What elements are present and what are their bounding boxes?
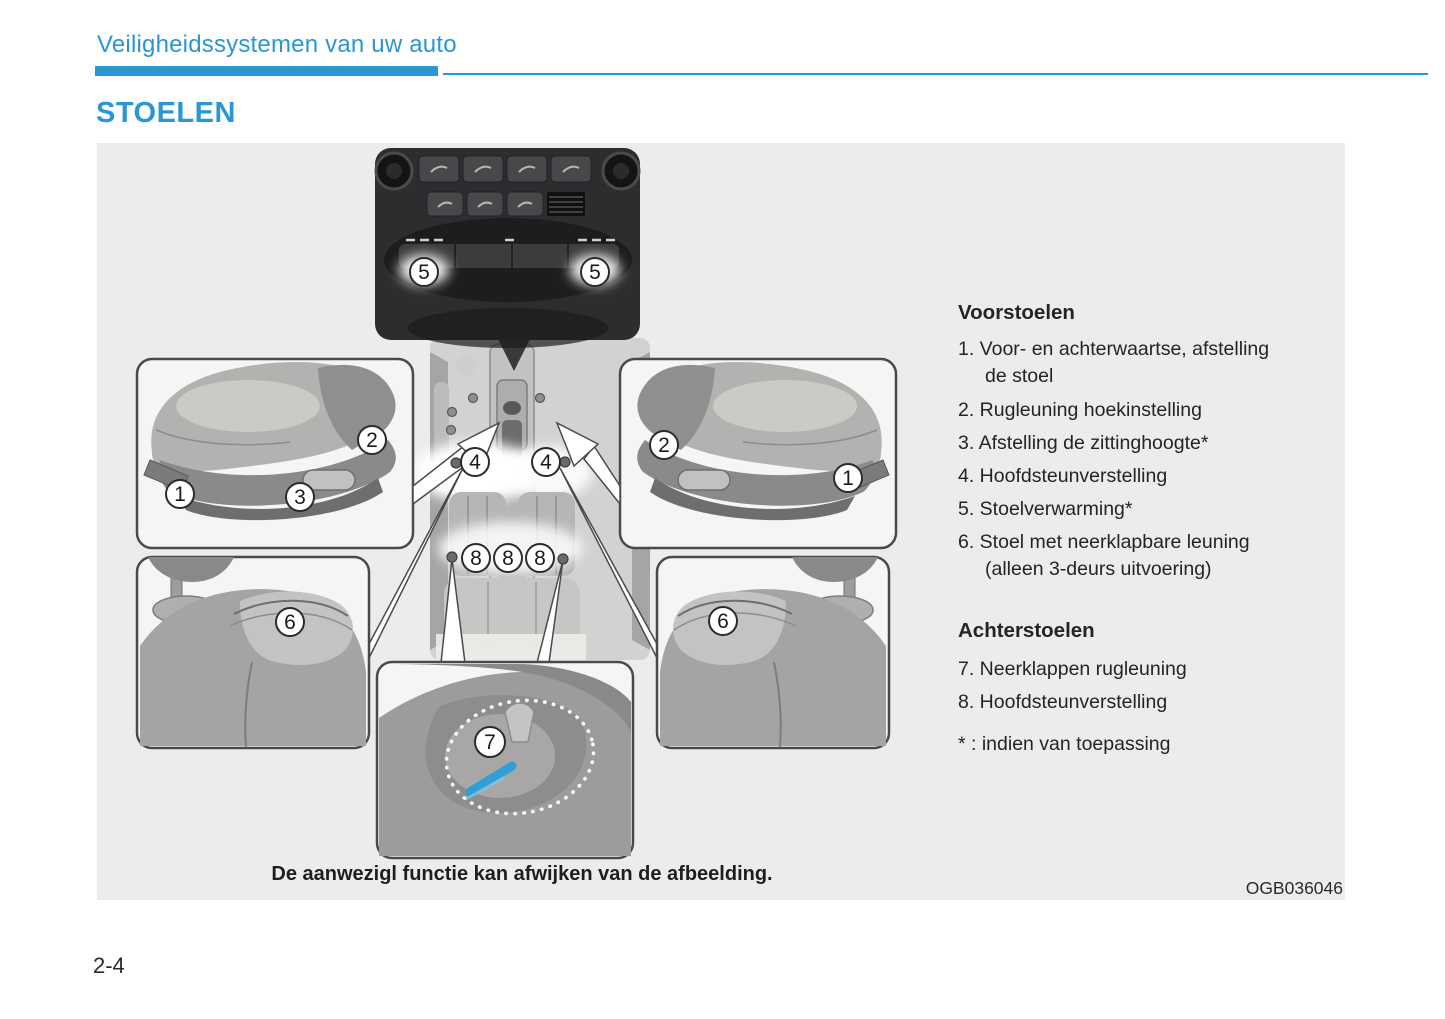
legend-front-title: Voorstoelen [958, 301, 1075, 324]
legend-item-2: 2. Rugleuning hoekinstelling [958, 399, 1202, 421]
legend-item-7: 7. Neerklappen rugleuning [958, 658, 1187, 680]
legend-item-8: 8. Hoofdsteunverstelling [958, 691, 1168, 713]
page-number: 2-4 [93, 953, 125, 978]
svg-text:2: 2 [366, 429, 378, 452]
svg-text:4: 4 [469, 451, 481, 474]
legend-item-1-line2: de stoel [985, 365, 1054, 387]
callout-7 [475, 727, 505, 757]
svg-text:8: 8 [534, 547, 546, 570]
vent-grille [547, 192, 585, 216]
seat-diagram [97, 143, 1345, 900]
svg-text:1: 1 [842, 467, 854, 490]
figure-caption: De aanwezigl functie kan afwijken van de afbeelding. [271, 863, 773, 885]
svg-text:4: 4 [540, 451, 552, 474]
chapter-header: Veiligheidssystemen van uw auto [97, 31, 457, 58]
fold-lever-box [377, 662, 633, 858]
svg-text:5: 5 [589, 261, 601, 284]
svg-text:8: 8 [502, 547, 514, 570]
legend-item-6-line1: 6. Stoel met neerklapbare leuning [958, 531, 1250, 553]
legend-item-5: 5. Stoelverwarming* [958, 498, 1133, 520]
svg-text:2: 2 [658, 434, 670, 457]
climate-control-panel [375, 148, 640, 348]
callout-4-right [532, 448, 560, 476]
callout-8-b [494, 544, 522, 572]
callout-2-right [650, 431, 678, 459]
callout-2-left [358, 426, 386, 454]
legend-item-1-line1: 1. Voor- en achterwaartse, afstelling [958, 338, 1270, 360]
callout-6-right [709, 607, 737, 635]
svg-text:6: 6 [717, 610, 729, 633]
rear-seatback-left-box [137, 557, 369, 748]
legend-item-4: 4. Hoofdsteunverstelling [958, 465, 1168, 487]
callout-5-right [581, 258, 609, 286]
svg-text:6: 6 [284, 611, 296, 634]
svg-text:3: 3 [294, 486, 306, 509]
callout-5-left [410, 258, 438, 286]
callout-3-left [286, 483, 314, 511]
header-accent-bar [95, 66, 438, 76]
header-rule [443, 73, 1428, 75]
svg-text:7: 7 [484, 731, 496, 754]
callout-6-left [276, 608, 304, 636]
legend-item-6-line2: (alleen 3-deurs uitvoering) [985, 558, 1212, 580]
legend-rear-title: Achterstoelen [958, 619, 1095, 642]
page-title: STOELEN [96, 97, 236, 129]
svg-text:1: 1 [174, 483, 186, 506]
legend-footnote: * : indien van toepassing [958, 733, 1171, 755]
callout-1-left [166, 480, 194, 508]
callout-8-a [462, 544, 490, 572]
callout-8-c [526, 544, 554, 572]
figure-image-code: OGB036046 [1245, 878, 1343, 898]
callout-1-right [834, 464, 862, 492]
callout-4-left [461, 448, 489, 476]
svg-text:8: 8 [470, 547, 482, 570]
rear-seatback-right-box [657, 557, 889, 748]
svg-text:5: 5 [418, 261, 430, 284]
legend-item-3: 3. Afstelling de zittinghoogte* [958, 432, 1209, 454]
